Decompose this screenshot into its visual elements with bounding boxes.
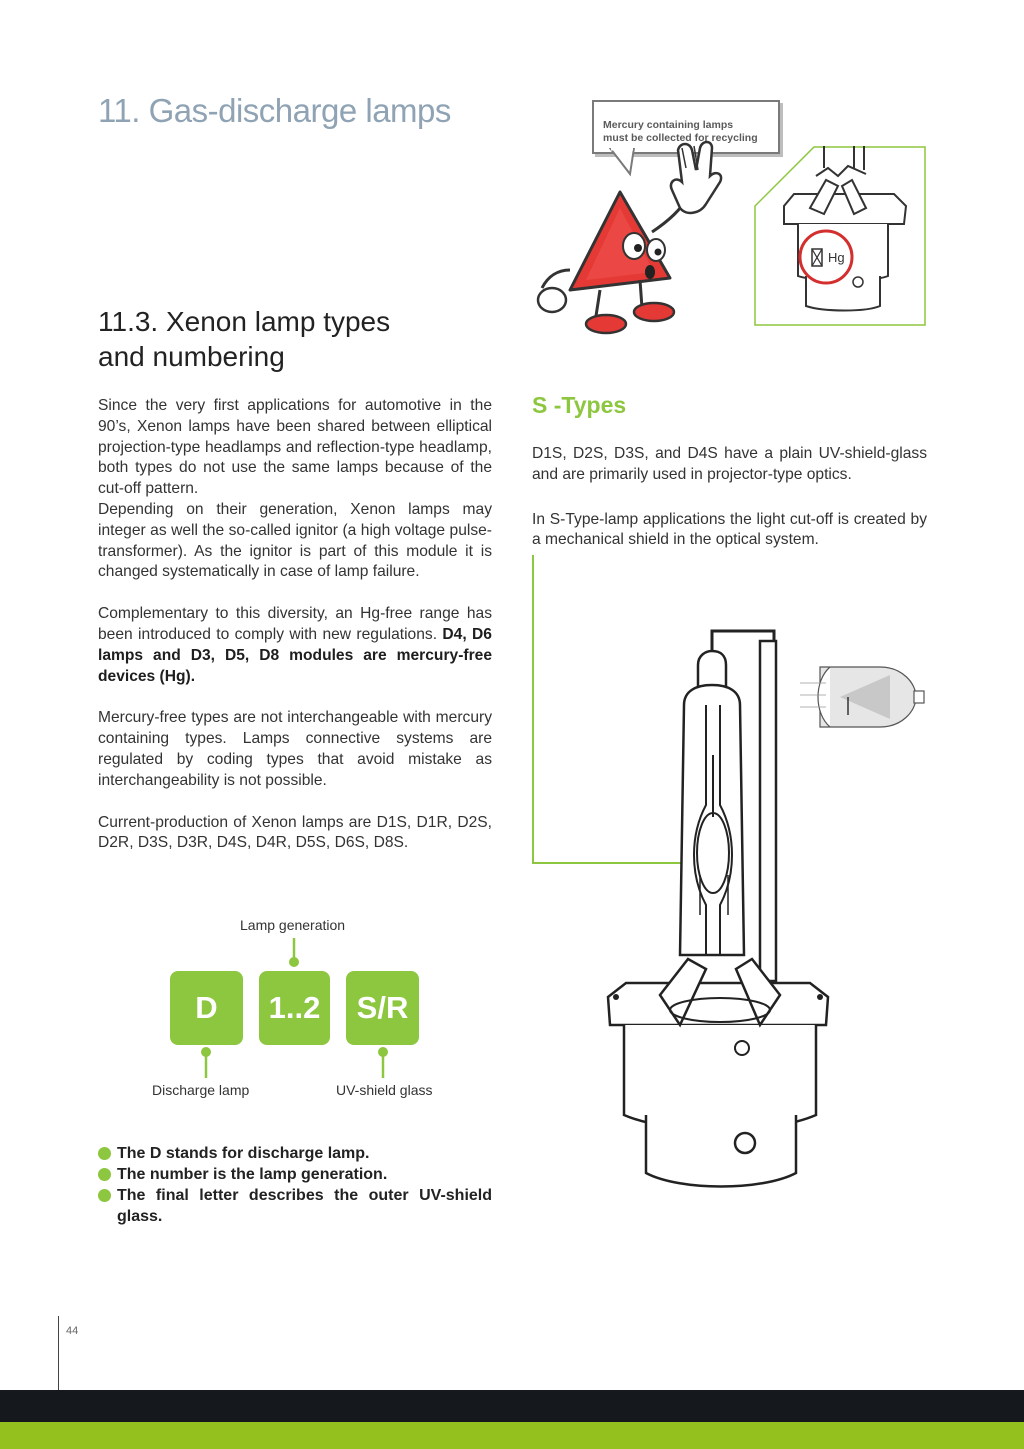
label-uv-shield-glass: UV-shield glass bbox=[336, 1082, 433, 1098]
s-types-heading: S -Types bbox=[532, 392, 627, 418]
bullet-dot-icon bbox=[98, 1189, 111, 1202]
section-title-line1: 11.3. Xenon lamp types bbox=[98, 306, 391, 337]
footer-green-bar bbox=[0, 1422, 1024, 1449]
s-types-paragraph-2: In S-Type-lamp applications the light cut-off is created by a mechanical shield in the optical system. bbox=[532, 510, 927, 549]
code-box-shield: S/R bbox=[346, 971, 419, 1045]
bullet-item bbox=[98, 1185, 492, 1227]
left-text-block bbox=[98, 396, 492, 854]
paragraph-current-production: Current-production of Xenon lamps are D1S, D1R, D2S, D2R, D3S, D3R, D4S, D4R, D5S, D6S, D8S. bbox=[98, 813, 492, 852]
chapter-title: 11. Gas-discharge lamps bbox=[98, 92, 451, 129]
paragraph-intro: Since the very first applications for automotive in the 90’s, Xenon lamps have been shared between elliptical projection-type headlamps and reflection-type headlamp, both types do not use the same lamps because of the cut-off pattern. bbox=[98, 397, 492, 498]
section-title-line2: and numbering bbox=[98, 341, 285, 372]
right-text-block bbox=[532, 444, 927, 551]
label-lamp-generation: Lamp generation bbox=[240, 917, 346, 933]
section-title bbox=[98, 304, 478, 374]
bullet-text: The final letter describes the outer UV-shield glass. bbox=[117, 1187, 492, 1225]
hg-label: Hg bbox=[828, 250, 845, 265]
waving-hand-icon bbox=[671, 142, 721, 213]
footer-dark-bar bbox=[0, 1390, 1024, 1422]
projector-optics-icon bbox=[800, 667, 924, 727]
bullet-text: The D stands for discharge lamp. bbox=[117, 1145, 370, 1162]
paragraph-hg-free-normal: Complementary to this diversity, an Hg-free range has been introduced to comply with new regulations. bbox=[98, 605, 492, 643]
s-types-paragraph-1: D1S, D2S, D3S, and D4S have a plain UV-shield-glass and are primarily used in projector-type optics. bbox=[532, 445, 927, 483]
bullet-item bbox=[98, 1164, 492, 1185]
paragraph-interchangeable: Mercury-free types are not interchangeable with mercury containing types. Lamps connective systems are regulated by coding types that avoid mistake as interchangeability is not possible. bbox=[98, 709, 492, 789]
bullet-list bbox=[98, 1143, 492, 1227]
page-number: 44 bbox=[66, 1325, 79, 1337]
margin-line bbox=[58, 1316, 59, 1390]
paragraph-hg-free bbox=[98, 604, 492, 687]
label-discharge-lamp: Discharge lamp bbox=[152, 1082, 250, 1098]
mascot-triangle-illustration bbox=[530, 140, 730, 340]
code-box-d: D bbox=[170, 971, 243, 1045]
code-box-generation: 1..2 bbox=[259, 971, 330, 1045]
bullet-text: The number is the lamp generation. bbox=[117, 1166, 388, 1183]
bullet-item bbox=[98, 1143, 492, 1164]
xenon-lamp-illustration bbox=[530, 555, 950, 1215]
hg-inset-illustration bbox=[754, 146, 926, 326]
paragraph-hg-free-bold: D4, D6 lamps and D3, D5, D8 modules are mercury-free devices (Hg). bbox=[98, 625, 492, 685]
speech-bubble-line1: Mercury containing lamps bbox=[603, 119, 734, 131]
bullet-dot-icon bbox=[98, 1147, 111, 1160]
bullet-dot-icon bbox=[98, 1168, 111, 1181]
paragraph-ignitor: Depending on their generation, Xenon lamps may integer as well the so-called ignitor (a high voltage pulse-transformer). As the ignitor is part of this module it is changed systematically in case of lamp failure. bbox=[98, 500, 492, 581]
speech-bubble-line2: must be collected for recycling bbox=[603, 132, 758, 144]
